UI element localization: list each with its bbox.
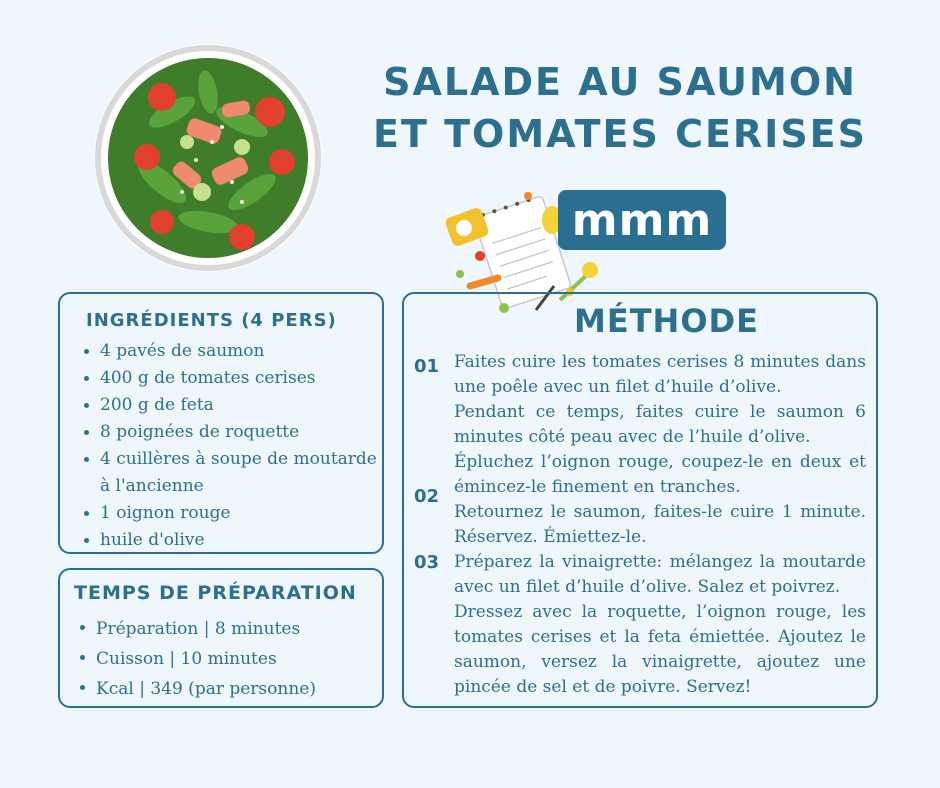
ingredients-box [58, 292, 384, 554]
recipe-title-line1: SALADE AU SAUMON [383, 60, 857, 104]
recipe-title-line2: ET TOMATES CERISES [372, 112, 868, 156]
step-number: 01 [414, 356, 440, 377]
method-step-2 [414, 486, 866, 550]
method-heading: MÉTHODE [574, 302, 759, 340]
time-list [78, 614, 378, 704]
list-item: Kcal | 349 (par personne) [78, 674, 378, 704]
recipe-title [360, 56, 880, 160]
step-number: 03 [414, 552, 440, 573]
step-paragraph: Dressez avec la roquette, l’oignon rouge, les tomates cerises et la feta émiettée. Ajoutez le saumon, versez la vinaigrette, ajoutez une pincée de sel et de poivre. Servez! [454, 602, 866, 697]
step-paragraph: Faites cuire les tomates cerises 8 minutes dans une poêle avec un filet d’huile d’olive. [454, 352, 866, 397]
list-item: Préparation | 8 minutes [78, 614, 378, 644]
method-steps [414, 350, 866, 700]
step-paragraph: Préparez la vinaigrette: mélangez la moutarde avec un filet d’huile d’olive. Salez et poivrez. [454, 552, 866, 597]
list-item: 1 oignon rouge [82, 500, 382, 527]
salad-bowl-icon [92, 42, 324, 274]
ingredients-list [82, 338, 382, 554]
list-item: 4 cuillères à soupe de moutarde à l'ancienne [82, 446, 382, 500]
method-step-3 [414, 550, 866, 700]
step-paragraph: Pendant ce temps, faites cuire le saumon 6 minutes côté peau avec de l’huile d’olive. [454, 402, 866, 447]
ingredients-heading: INGRÉDIENTS (4 PERS) [86, 310, 337, 331]
list-item: 4 pavés de saumon [82, 338, 382, 365]
list-item: huile d'olive [82, 527, 382, 554]
mmm-badge: mmm [558, 190, 726, 250]
list-item: Cuisson | 10 minutes [78, 644, 378, 674]
list-item: 200 g de feta [82, 392, 382, 419]
step-number: 02 [414, 486, 440, 507]
time-box [58, 568, 384, 708]
list-item: 400 g de tomates cerises [82, 365, 382, 392]
time-heading: TEMPS DE PRÉPARATION [74, 582, 357, 604]
method-box [402, 292, 878, 708]
list-item: 8 poignées de roquette [82, 419, 382, 446]
step-paragraph: Épluchez l’oignon rouge, coupez-le en deux et émincez-le finement en tranches. [454, 452, 866, 497]
method-step-1 [414, 350, 866, 500]
step-paragraph: Retournez le saumon, faites-le cuire 1 minute. Réservez. Émiettez-le. [454, 502, 866, 547]
